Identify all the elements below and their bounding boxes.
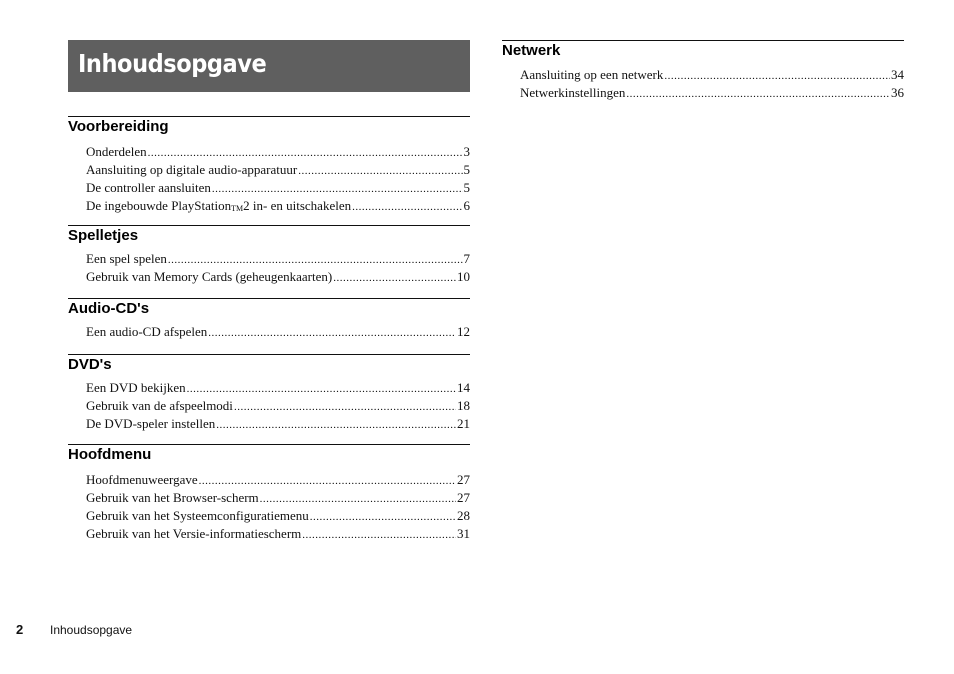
toc-entry-page: 34: [891, 67, 904, 82]
toc-entry[interactable]: [86, 197, 470, 215]
leader-dots: [208, 323, 456, 342]
toc-entry-title: Een audio-CD afspelen: [86, 324, 208, 339]
footer-page-number: 2: [16, 622, 24, 637]
toc-entry-page: 12: [457, 324, 470, 339]
leader-dots: [168, 250, 463, 269]
section-heading: DVD's: [68, 356, 112, 373]
toc-entry[interactable]: [86, 143, 470, 161]
toc-entry[interactable]: [86, 179, 470, 197]
section-heading: Netwerk: [502, 42, 561, 59]
leader-dots: [212, 179, 463, 198]
toc-entry-page: 10: [457, 269, 470, 284]
leader-dots: [187, 379, 456, 398]
toc-entry[interactable]: [86, 161, 470, 179]
toc-entry-page: 31: [457, 526, 470, 541]
toc-entry[interactable]: [86, 250, 470, 268]
toc-entry-title: Gebruik van het Versie-informatiescherm: [86, 526, 302, 541]
toc-entry-page: 6: [463, 198, 470, 213]
toc-entry-title: Een spel spelen: [86, 251, 167, 266]
page-title: Inhoudsopgave: [78, 49, 267, 78]
toc-entry-page: 3: [463, 144, 470, 159]
toc-entry-page: 14: [457, 380, 470, 395]
toc-entry-title: Een DVD bekijken: [86, 380, 186, 395]
leader-dots: [302, 525, 456, 544]
section-hoofdmenu: [68, 444, 470, 543]
leader-dots: [298, 161, 462, 180]
toc-entry-page: 36: [891, 85, 904, 100]
toc-entry-title: Aansluiting op digitale audio-apparatuur: [86, 162, 298, 177]
toc-entry[interactable]: [86, 471, 470, 489]
toc-entry-title: Gebruik van het Systeemconfiguratiemenu: [86, 508, 309, 523]
toc-entry[interactable]: [86, 323, 470, 341]
leader-dots: [352, 197, 462, 216]
leader-dots: [199, 471, 456, 490]
page-title-banner: [68, 40, 470, 92]
toc-entry[interactable]: [86, 507, 470, 525]
toc-entry-page: 21: [457, 416, 470, 431]
toc-entry-page: 27: [457, 472, 470, 487]
section-voorbereiding: [68, 116, 470, 215]
leader-dots: [310, 507, 456, 526]
section-spelletjes: [68, 225, 470, 286]
toc-entry-title: Gebruik van het Browser-scherm: [86, 490, 259, 505]
toc-entry-title: Gebruik van de afspeelmodi: [86, 398, 233, 413]
section-dvds: [68, 354, 470, 433]
section-audio-cds: [68, 298, 470, 341]
section-heading: Audio-CD's: [68, 300, 150, 317]
leader-dots: [148, 143, 463, 162]
section-heading: Voorbereiding: [68, 118, 169, 135]
toc-entry-page: 18: [457, 398, 470, 413]
toc-entry-page: 5: [463, 162, 470, 177]
trademark-mark: TM: [231, 204, 244, 213]
section-heading: Spelletjes: [68, 227, 139, 244]
toc-entry-title: Gebruik van Memory Cards (geheugenkaarten): [86, 269, 333, 284]
toc-entry-page: 28: [457, 508, 470, 523]
leader-dots: [234, 397, 456, 416]
toc-entry[interactable]: [86, 525, 470, 543]
leader-dots: [260, 489, 456, 508]
toc-entry-page: 5: [463, 180, 470, 195]
footer-label: Inhoudsopgave: [50, 623, 133, 637]
toc-entry-title: Hoofdmenuweergave: [86, 472, 198, 487]
section-netwerk: [502, 40, 904, 102]
leader-dots: [333, 268, 456, 287]
section-heading: Hoofdmenu: [68, 446, 152, 463]
toc-entry[interactable]: [86, 268, 470, 286]
toc-entry[interactable]: [520, 66, 904, 84]
toc-entry-title-part: De ingebouwde PlayStation: [86, 198, 232, 213]
leader-dots: [626, 84, 890, 103]
toc-entry-title: Aansluiting op een netwerk: [520, 67, 664, 82]
toc-entry-page: 27: [457, 490, 470, 505]
toc-entry-title: De controller aansluiten: [86, 180, 211, 195]
toc-entry[interactable]: [86, 397, 470, 415]
toc-entry-title: De DVD-speler instellen: [86, 416, 216, 431]
toc-entry-title: Onderdelen: [86, 144, 147, 159]
leader-dots: [664, 66, 890, 85]
toc-entry[interactable]: [86, 379, 470, 397]
toc-entry[interactable]: [520, 84, 904, 102]
toc-entry[interactable]: [86, 415, 470, 433]
toc-entry-page: 7: [463, 251, 470, 266]
toc-entry-title: [86, 197, 351, 218]
toc-entry-title: Netwerkinstellingen: [520, 85, 626, 100]
toc-entry[interactable]: [86, 489, 470, 507]
toc-entry-title-part: 2 in- en uitschakelen: [243, 198, 352, 213]
leader-dots: [216, 415, 456, 434]
